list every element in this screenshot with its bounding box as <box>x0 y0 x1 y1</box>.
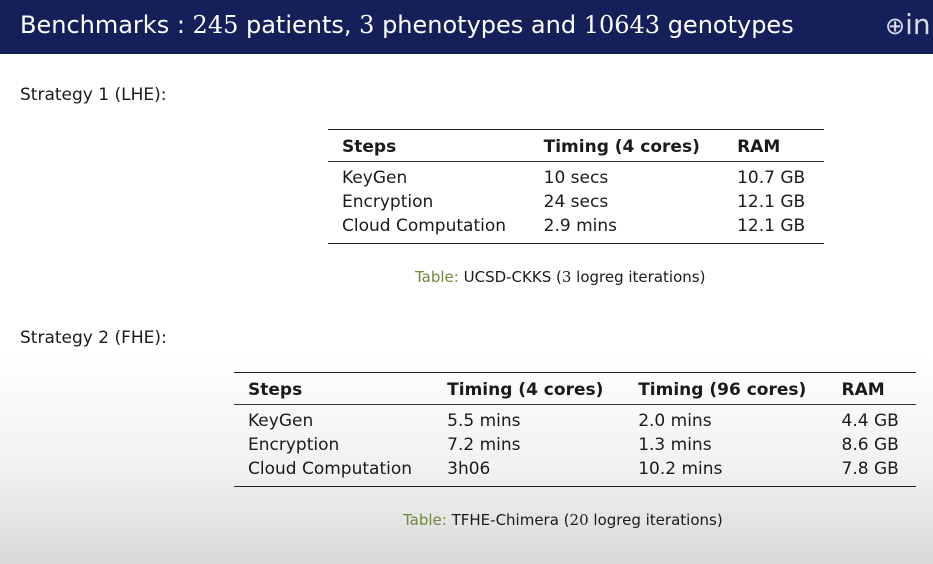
table-cell: 4.4 GB <box>841 411 899 431</box>
column-header: Steps <box>328 130 530 162</box>
table-cell: Encryption <box>342 192 434 212</box>
column-header: RAM <box>723 130 824 162</box>
table-cell: 10 secs <box>543 168 609 188</box>
table-cell: 3h06 <box>447 459 491 479</box>
table-cell: 7.8 GB <box>841 459 899 479</box>
lhe-table-caption: Table: UCSD-CKKS (3 logreg iterations) <box>415 268 706 286</box>
table-header-row <box>234 373 916 405</box>
slide-header <box>0 0 933 54</box>
table-cell: Cloud Computation <box>342 216 507 236</box>
table-row <box>234 433 916 457</box>
table-row <box>328 214 824 244</box>
table-row <box>234 457 916 487</box>
table-cell: KeyGen <box>342 168 408 188</box>
table-cell: 10.2 mins <box>638 459 723 479</box>
column-header: Timing (4 cores) <box>530 130 723 162</box>
table-cell: 12.1 GB <box>737 192 806 212</box>
circled-plus-icon: ⊕ <box>885 12 906 40</box>
table-cell: 12.1 GB <box>737 216 806 236</box>
table-cell: Encryption <box>248 435 340 455</box>
lhe-benchmark-table <box>328 129 824 244</box>
table-cell: 2.0 mins <box>638 411 712 431</box>
table-cell: 8.6 GB <box>841 435 899 455</box>
table-cell: KeyGen <box>248 411 314 431</box>
fhe-table-caption: Table: TFHE-Chimera (20 logreg iterations) <box>403 511 723 529</box>
strategy-2-heading: Strategy 2 (FHE): <box>20 328 167 348</box>
table-cell: 10.7 GB <box>737 168 806 188</box>
column-header: Timing (4 cores) <box>433 373 624 405</box>
table-cell: Cloud Computation <box>248 459 413 479</box>
column-header: RAM <box>828 373 916 405</box>
inria-logo: ⊕in <box>885 8 931 41</box>
table-cell: 1.3 mins <box>638 435 712 455</box>
strategy-1-heading: Strategy 1 (LHE): <box>20 85 167 105</box>
table-row <box>234 405 916 434</box>
table-cell: 2.9 mins <box>543 216 617 236</box>
table-row <box>328 190 824 214</box>
table-cell: 24 secs <box>543 192 609 212</box>
table-cell: 5.5 mins <box>447 411 521 431</box>
slide-title: Benchmarks : 245 patients, 3 phenotypes and 10643 genotypes <box>20 11 794 39</box>
table-cell: 7.2 mins <box>447 435 521 455</box>
table-header-row <box>328 130 824 162</box>
column-header: Steps <box>234 373 433 405</box>
fhe-benchmark-table <box>234 372 916 487</box>
column-header: Timing (96 cores) <box>624 373 827 405</box>
table-row <box>328 162 824 191</box>
